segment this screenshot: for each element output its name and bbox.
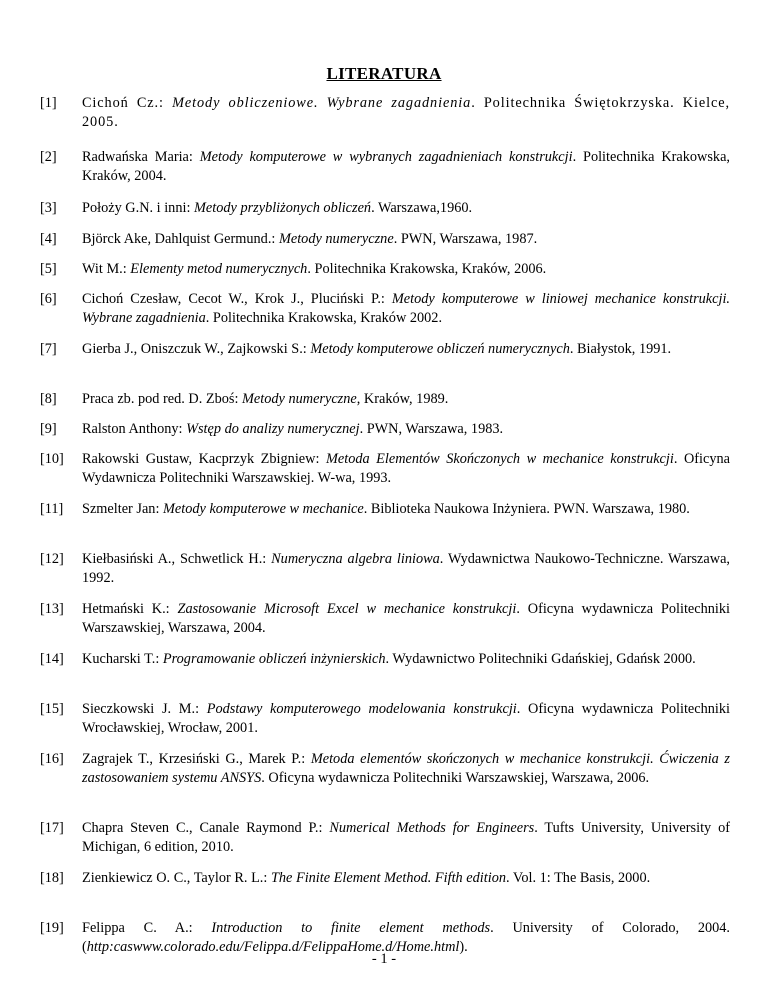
reference-number: [8] [40,391,57,407]
reference-title: Metody numeryczne [242,391,357,407]
reference-number: [2] [40,149,57,165]
reference-number: [3] [40,200,57,216]
reference-item [40,700,730,737]
reference-item [40,148,730,185]
reference-title: Wstęp do analizy numerycznej [186,421,360,437]
reference-item [40,600,730,637]
reference-title: Metody obliczeniowe. Wybrane zagadnienia [172,95,472,111]
reference-item [40,500,730,519]
reference-title: Podstawy komputerowego modelowania konstrukcji [206,701,517,717]
reference-link-close: ). [459,938,468,955]
reference-publisher: . Oficyna Wydawnicza Politechniki Warszawskiej. W-wa, 1993. [82,451,730,486]
reference-authors: Radwańska Maria: [82,149,200,165]
reference-authors: Rakowski Gustaw, Kacprzyk Zbigniew: [82,451,326,467]
reference-number: [7] [40,341,57,357]
reference-item [40,450,730,487]
reference-item [40,869,730,888]
reference-title: Metody komputerowe w liniowej mechanice konstrukcji. Wybrane zagadnienia [82,291,730,326]
reference-link-open: ( [82,938,87,955]
reference-authors: Kiełbasiński A., Schwetlick H.: [82,551,272,567]
reference-authors: Ralston Anthony: [82,421,187,437]
reference-publisher: . Tufts University, University of Michigan, 6 edition, 2010. [82,820,730,855]
reference-title: Metody przybliżonych obliczeń [194,200,372,216]
page-number: - 1 - [371,951,397,967]
reference-number: [14] [40,651,64,667]
reference-publisher: . University of Colorado, 2004. [490,920,730,936]
reference-authors: Felippa C. A.: [82,920,212,936]
reference-number: [10] [40,451,64,467]
reference-publisher: . Biblioteka Naukowa Inżyniera. PWN. Warszawa, 1980. [363,501,690,517]
reference-publisher: , Kraków, 1989. [356,391,449,407]
reference-item [40,420,730,439]
reference-item [40,230,730,249]
reference-title: Metody numeryczne [278,231,394,247]
reference-number: [12] [40,551,64,567]
reference-number: [4] [40,231,57,247]
reference-authors: Cichoń Czesław, Cecot W., Krok J., Pluciński P.: [82,291,392,307]
reference-publisher: . Oficyna wydawnicza Politechniki Wrocławskiej, Wrocław, 2001. [82,701,730,736]
reference-authors: Zienkiewicz O. C., Taylor R. L.: [82,870,271,886]
reference-title: Introduction to finite element methods [211,920,491,936]
reference-url: http:caswww.colorado.edu/Felippa.d/FelippaHome.d/Home.html [86,938,460,955]
reference-title: Numeryczna algebra liniowa [271,551,440,567]
reference-item [40,650,730,669]
reference-title: Zastosowanie Microsoft Excel w mechanice konstrukcji [177,601,517,617]
reference-authors: Położy G.N. i inni: [82,200,194,216]
reference-publisher: . Wydawnictwo Politechniki Gdańskiej, Gdańsk 2000. [385,651,696,667]
reference-authors: Zagrajek T., Krzesiński G., Marek P.: [82,751,311,767]
reference-authors: Szmelter Jan: [82,501,163,517]
reference-title: Metody komputerowe obliczeń numerycznych [310,341,570,357]
reference-authors: Hetmański K.: [82,601,178,617]
reference-item [40,199,730,218]
reference-number: [17] [40,820,64,836]
reference-authors: Kucharski T.: [82,651,163,667]
reference-item [40,750,730,787]
page-title: LITERATURA [326,64,442,83]
reference-title: Elementy metod numerycznych [130,261,308,277]
reference-publisher: . Vol. 1: The Basis, 2000. [506,870,651,886]
reference-authors: Wit M.: [82,261,131,277]
reference-number: [19] [40,920,64,936]
reference-number: [11] [40,501,64,517]
reference-publisher: . Warszawa,1960. [371,200,473,216]
reference-item [40,290,730,327]
reference-authors: Praca zb. pod red. D. Zboś: [82,391,243,407]
reference-item [40,94,730,131]
reference-publisher: . Politechnika Krakowska, Kraków, 2004. [82,149,730,184]
reference-item [40,260,730,279]
reference-item [40,390,730,409]
reference-title: Numerical Methods for Engineers [329,820,535,836]
reference-authors: Gierba J., Oniszczuk W., Zajkowski S.: [82,341,311,357]
reference-number: [6] [40,291,57,307]
reference-authors: Björck Ake, Dahlquist Germund.: [82,231,279,247]
reference-title: The Finite Element Method. Fifth edition [270,870,506,886]
reference-authors: Sieczkowski J. M.: [82,701,207,717]
reference-publisher: . Politechnika Krakowska, Kraków, 2006. [307,261,547,277]
reference-number: [16] [40,751,64,767]
reference-number: [15] [40,701,64,717]
reference-authors: Chapra Steven C., Canale Raymond P.: [82,820,330,836]
reference-item [40,340,730,359]
reference-number: [1] [40,95,57,111]
reference-number: [5] [40,261,57,277]
reference-number: [9] [40,421,57,437]
reference-item [40,819,730,856]
reference-publisher: . Politechnika Świętokrzyska. Kielce, 2005. [82,95,730,130]
reference-publisher: . Białystok, 1991. [569,341,672,357]
reference-publisher: . Politechnika Krakowska, Kraków 2002. [205,309,443,326]
reference-title: Metoda elementów skończonych w mechanice konstrukcji. Ćwiczenia z zastosowaniem systemu ANSYS [82,751,730,786]
reference-title: Metody komputerowe w mechanice [163,501,364,517]
reference-publisher: . Oficyna wydawnicza Politechniki Warszawskiej, Warszawa, 2006. [261,769,650,786]
reference-publisher: . PWN, Warszawa, 1983. [359,421,504,437]
reference-title: Metoda Elementów Skończonych w mechanice konstrukcji [325,451,674,467]
reference-authors: Cichoń Cz.: [82,95,173,111]
reference-title: Programowanie obliczeń inżynierskich [162,651,386,667]
reference-publisher: . PWN, Warszawa, 1987. [393,231,538,247]
reference-publisher: . Oficyna wydawnicza Politechniki Warszawskiej, Warszawa, 2004. [82,601,731,636]
reference-title: Metody komputerowe w wybranych zagadnieniach konstrukcji [199,149,573,165]
reference-publisher: . Wydawnictwa Naukowo-Techniczne. Warszawa, 1992. [82,551,730,586]
reference-item [40,550,730,587]
reference-number: [18] [40,870,64,886]
reference-number: [13] [40,601,64,617]
